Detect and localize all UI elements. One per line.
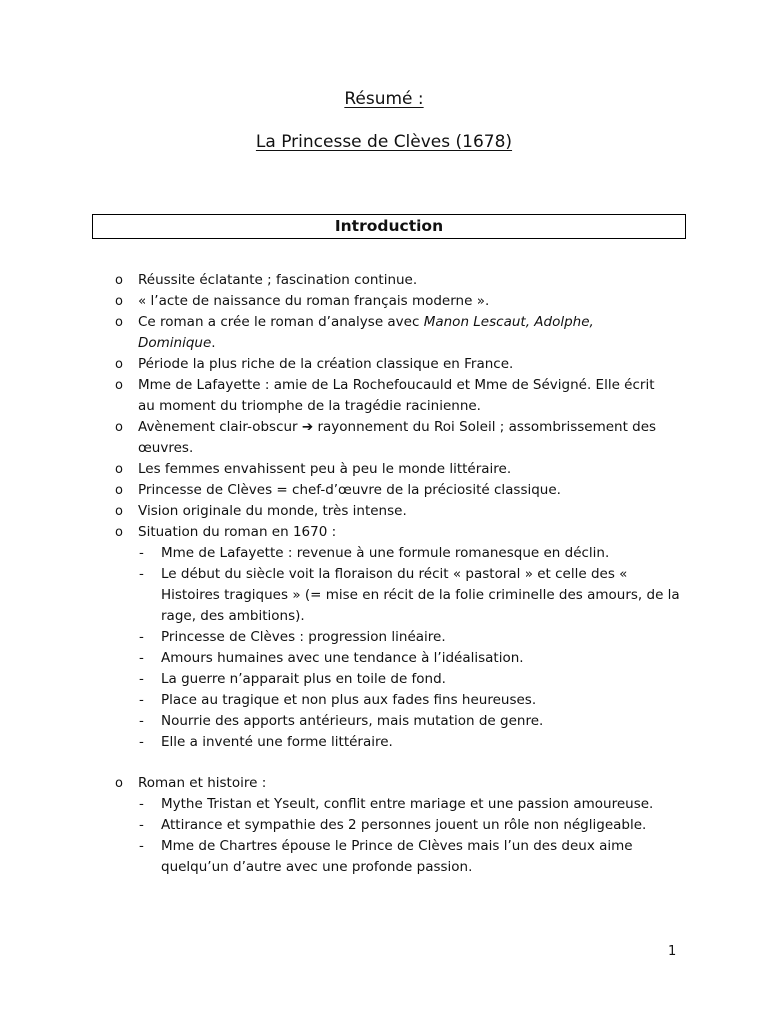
dash-marker: - bbox=[139, 817, 144, 833]
dash-marker: - bbox=[139, 671, 144, 687]
sub-list-item bbox=[0, 564, 768, 627]
list-item-text: Les femmes envahissent peu à peu le monde littéraire. bbox=[138, 461, 512, 477]
list-item bbox=[0, 375, 768, 417]
sub-list-item-text: Attirance et sympathie des 2 personnes jouent un rôle non négligeable. bbox=[161, 817, 647, 833]
dash-marker: - bbox=[139, 692, 144, 708]
sub-list-item bbox=[0, 690, 768, 711]
list-item-text: Princesse de Clèves = chef-d’œuvre de la préciosité classique. bbox=[138, 482, 561, 498]
sub-list-item bbox=[0, 794, 768, 815]
dash-marker: - bbox=[139, 566, 144, 582]
sub-list-item bbox=[0, 711, 768, 732]
bullet-marker: o bbox=[115, 378, 123, 393]
sub-list-item bbox=[0, 732, 768, 753]
dash-marker: - bbox=[139, 545, 144, 561]
roman-histoire-section bbox=[0, 773, 768, 878]
list-item bbox=[0, 459, 768, 480]
sub-list-item bbox=[0, 543, 768, 564]
list-item bbox=[0, 501, 768, 522]
sub-list-item-text: Place au tragique et non plus aux fades fins heureuses. bbox=[161, 692, 537, 708]
list-item bbox=[0, 480, 768, 501]
list-item bbox=[0, 312, 768, 354]
sub-list-item bbox=[0, 836, 768, 878]
list-item bbox=[0, 522, 768, 753]
dash-marker: - bbox=[139, 713, 144, 729]
situation-section bbox=[0, 522, 768, 753]
document-subtitle: La Princesse de Clèves (1678) bbox=[255, 132, 513, 152]
sub-list-item-text: Princesse de Clèves : progression linéaire. bbox=[161, 629, 446, 645]
dash-marker: - bbox=[139, 796, 144, 812]
dash-marker: - bbox=[139, 629, 144, 645]
document-title: Résumé : bbox=[344, 89, 424, 109]
sub-list-item-text: La guerre n’apparait plus en toile de fond. bbox=[161, 671, 446, 687]
list-item-text-start: Ce roman a crée le roman d’analyse avec bbox=[138, 314, 424, 330]
bullet-marker: o bbox=[115, 294, 123, 309]
list-item-text: Mme de Lafayette : amie de La Rochefoucauld et Mme de Sévigné. Elle écrit au moment du triomphe de la tragédie racinienne. bbox=[138, 377, 655, 414]
italic-titles: Manon Lescaut, Adolphe, Dominique bbox=[138, 314, 594, 351]
bullet-marker: o bbox=[115, 357, 123, 372]
sub-list-item-text: Mythe Tristan et Yseult, conflit entre mariage et une passion amoureuse. bbox=[161, 796, 654, 812]
bullet-marker: o bbox=[115, 483, 123, 498]
sub-list-item-text: Nourrie des apports antérieurs, mais mutation de genre. bbox=[161, 713, 544, 729]
list-item-text: Avènement clair-obscur ➔ rayonnement du Roi Soleil ; assombrissement des œuvres. bbox=[138, 419, 657, 456]
situation-heading: Situation du roman en 1670 : bbox=[138, 524, 337, 540]
list-item-text bbox=[138, 312, 668, 354]
intro-list bbox=[0, 270, 768, 522]
list-item bbox=[0, 270, 768, 291]
list-item bbox=[0, 773, 768, 878]
list-item bbox=[0, 417, 768, 459]
dash-marker: - bbox=[139, 734, 144, 750]
bullet-marker: o bbox=[115, 504, 123, 519]
bullet-marker: o bbox=[115, 273, 123, 288]
list-item-text: « l’acte de naissance du roman français moderne ». bbox=[138, 293, 490, 309]
bullet-marker: o bbox=[115, 420, 123, 435]
sub-list-item bbox=[0, 648, 768, 669]
list-item-text: Période la plus riche de la création classique en France. bbox=[138, 356, 514, 372]
sub-list-item-text: Mme de Lafayette : revenue à une formule romanesque en déclin. bbox=[161, 545, 610, 561]
bullet-marker: o bbox=[115, 776, 123, 791]
list-item-text: Réussite éclatante ; fascination continue. bbox=[138, 272, 418, 288]
list-item-text: Vision originale du monde, très intense. bbox=[138, 503, 407, 519]
bullet-marker: o bbox=[115, 525, 123, 540]
sub-list-item bbox=[0, 669, 768, 690]
situation-points bbox=[0, 543, 768, 753]
bullet-marker: o bbox=[115, 462, 123, 477]
sub-list-item-text: Mme de Chartres épouse le Prince de Clèves mais l’un des deux aime quelqu’un d’autre avec une profonde passion. bbox=[161, 838, 633, 875]
sub-list-item-text: Le début du siècle voit la floraison du récit « pastoral » et celle des « Histoires tragiques » (= mise en récit de la folie criminelle des amours, de la rage, des ambitions). bbox=[161, 566, 680, 624]
section-heading-introduction: Introduction bbox=[92, 214, 686, 239]
roman-histoire-points bbox=[0, 794, 768, 878]
dash-marker: - bbox=[139, 838, 144, 854]
list-item-text-end: . bbox=[211, 335, 216, 351]
sub-list-item bbox=[0, 815, 768, 836]
bullet-marker: o bbox=[115, 315, 123, 330]
sub-list-item-text: Elle a inventé une forme littéraire. bbox=[161, 734, 393, 750]
sub-list-item-text: Amours humaines avec une tendance à l’idéalisation. bbox=[161, 650, 524, 666]
roman-histoire-heading: Roman et histoire : bbox=[138, 775, 267, 791]
sub-list-item bbox=[0, 627, 768, 648]
list-item bbox=[0, 291, 768, 312]
page-number: 1 bbox=[668, 944, 677, 959]
dash-marker: - bbox=[139, 650, 144, 666]
list-item bbox=[0, 354, 768, 375]
